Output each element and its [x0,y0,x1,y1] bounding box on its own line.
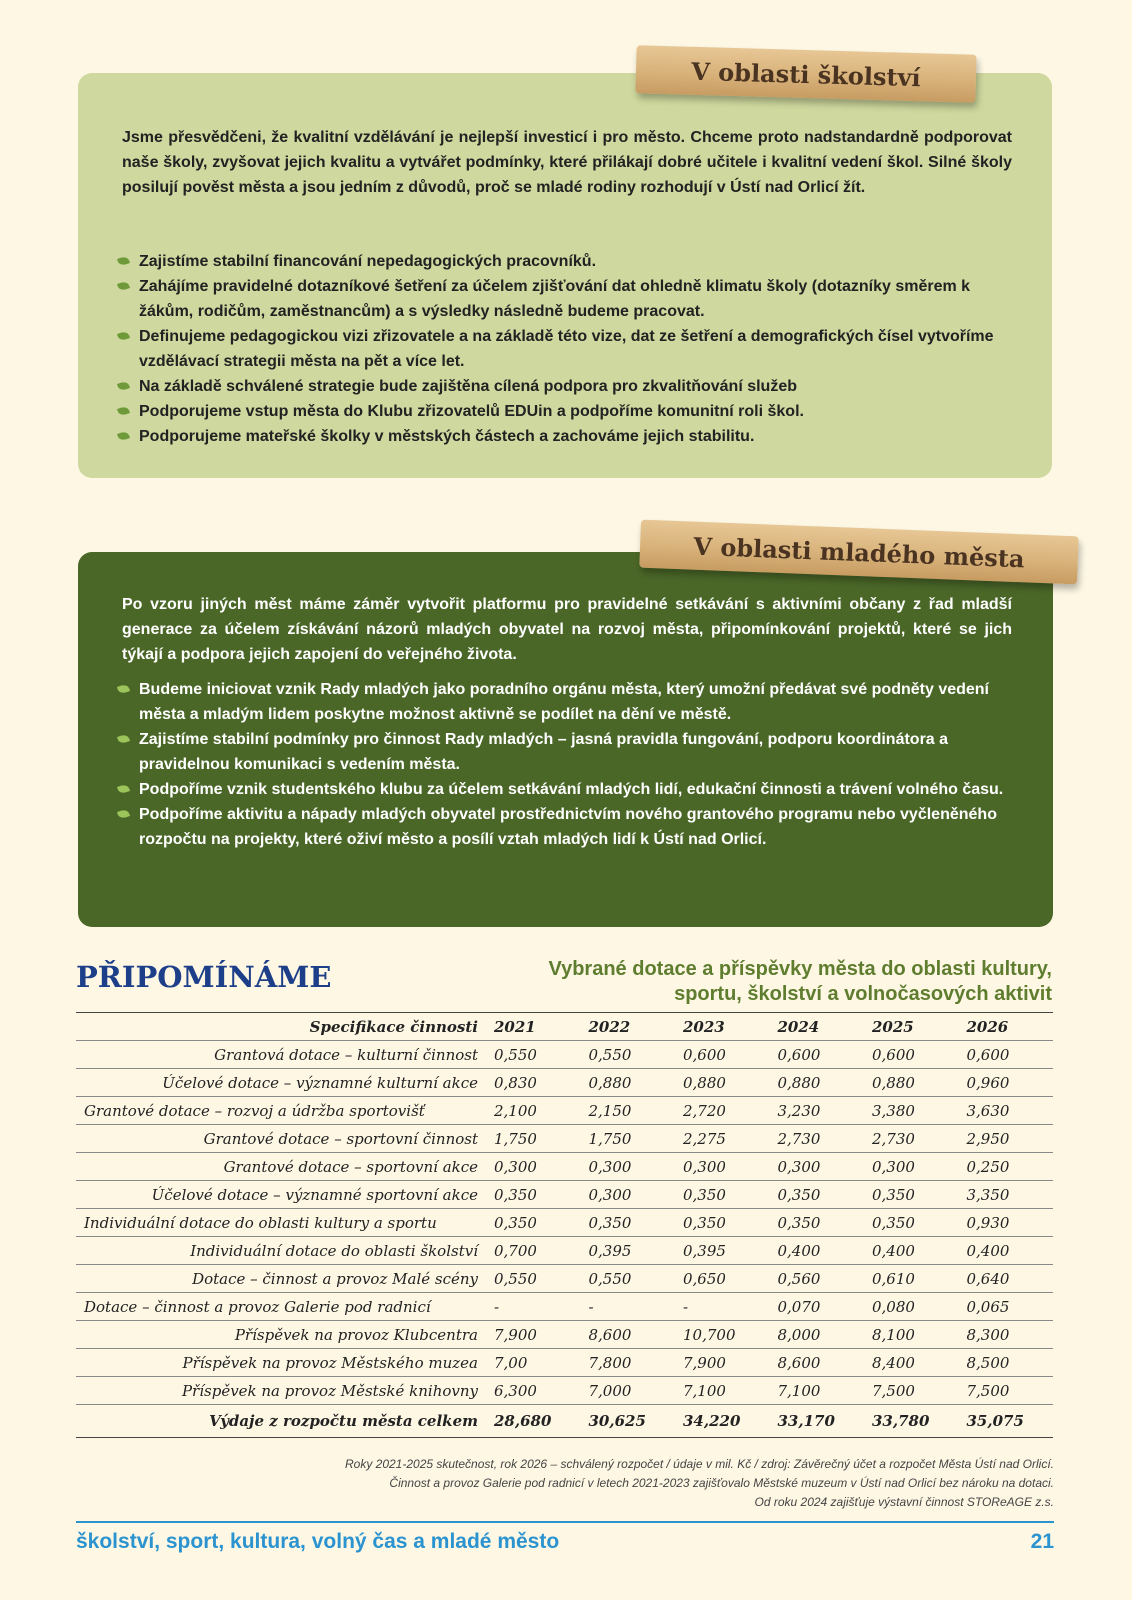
leaf-bullet-icon [117,683,130,694]
young-city-section [78,552,1053,927]
subsidies-table [76,1012,1053,1438]
table-row [76,1265,1053,1293]
table-header-cell: 2024 [770,1013,865,1041]
value-cell: 3,230 [770,1097,865,1125]
value-cell: 2,720 [675,1097,770,1125]
value-cell: 0,350 [770,1209,865,1237]
value-cell: 7,500 [959,1377,1054,1405]
value-cell: 0,395 [675,1237,770,1265]
table-header-cell: 2025 [864,1013,959,1041]
value-cell: 1,750 [486,1125,581,1153]
school-bullet-list [122,249,1022,449]
table-row [76,1237,1053,1265]
young-city-bullet: Podpoříme aktivitu a nápady mladých obyvatel prostřednictvím nového grantového programu nebo vyčleněného rozpočtu na projekty, které oživí město a posílí vztah mladých lidí k Ústí nad Orlicí. [122,802,1022,852]
value-cell: 0,610 [864,1265,959,1293]
value-cell: 33,780 [864,1405,959,1438]
row-label-cell: Grantové dotace – sportovní činnost [76,1125,486,1153]
value-cell: 0,830 [486,1069,581,1097]
page-number: 21 [1030,1530,1054,1553]
value-cell: 7,900 [675,1349,770,1377]
row-label-cell: Výdaje z rozpočtu města celkem [76,1405,486,1438]
row-label-cell: Individuální dotace do oblasti kultury a sportu [76,1209,486,1237]
value-cell: 0,300 [581,1153,676,1181]
table-row [76,1125,1053,1153]
value-cell: 0,880 [581,1069,676,1097]
school-section [78,73,1052,478]
value-cell: 0,560 [770,1265,865,1293]
value-cell: 7,100 [770,1377,865,1405]
table-header-cell: 2023 [675,1013,770,1041]
row-label-cell: Individuální dotace do oblasti školství [76,1237,486,1265]
value-cell: 0,350 [486,1209,581,1237]
value-cell: 0,930 [959,1209,1054,1237]
value-cell: 0,350 [486,1181,581,1209]
table-title: Vybrané dotace a příspěvky města do oblasti kultury, sportu, školství a volnočasových aktivit [548,958,1052,1005]
school-bullet: Podporujeme mateřské školky v městských částech a zachováme jejich stabilitu. [122,424,1022,449]
footer-divider [76,1521,1054,1523]
table-body [76,1041,1053,1438]
value-cell: 28,680 [486,1405,581,1438]
value-cell: 0,880 [675,1069,770,1097]
row-label-cell: Grantové dotace – sportovní akce [76,1153,486,1181]
value-cell: 0,880 [864,1069,959,1097]
note-line: Roky 2021-2025 skutečnost, rok 2026 – schválený rozpočet / údaje v mil. Kč / zdroj: Závěrečný účet a rozpočet Města Ústí nad Orlicí. [344,1457,1054,1471]
table-row [76,1321,1053,1349]
value-cell: 2,150 [581,1097,676,1125]
school-bullet: Podporujeme vstup města do Klubu zřizovatelů EDUin a podpoříme komunitní roli škol. [122,399,1022,424]
value-cell: 0,350 [770,1181,865,1209]
leaf-bullet-icon [117,330,130,341]
value-cell: 0,550 [581,1265,676,1293]
value-cell: 0,400 [770,1237,865,1265]
leaf-bullet-icon [117,380,130,391]
young-city-bullet-list [122,677,1022,852]
value-cell: - [486,1293,581,1321]
value-cell: 34,220 [675,1405,770,1438]
value-cell: 0,300 [675,1153,770,1181]
value-cell: 1,750 [581,1125,676,1153]
row-label-cell: Dotace – činnost a provoz Malé scény [76,1265,486,1293]
value-cell: 0,350 [864,1181,959,1209]
leaf-bullet-icon [117,733,130,744]
value-cell: 0,550 [486,1265,581,1293]
note-line: Od roku 2024 zajišťuje výstavní činnost STOReAGE z.s. [754,1495,1054,1509]
note-line: Činnost a provoz Galerie pod radnicí v letech 2021-2023 zajišťovalo Městské muzeum v Ústí nad Orlicí bez nároku na dotaci. [389,1476,1054,1490]
row-label-cell: Grantové dotace – rozvoj a údržba sportovišť [76,1097,486,1125]
value-cell: 35,075 [959,1405,1054,1438]
table-row [76,1153,1053,1181]
row-label-cell: Účelové dotace – významné kulturní akce [76,1069,486,1097]
value-cell: 3,350 [959,1181,1054,1209]
school-section-title: V oblasti školství [635,45,976,102]
school-bullet: Definujeme pedagogickou vizi zřizovatele a na základě této vize, dat ze šetření a demografických čísel vytvoříme vzdělávací strategii města na pět a více let. [122,324,1022,374]
leaf-bullet-icon [117,430,130,441]
value-cell: 0,080 [864,1293,959,1321]
value-cell: 7,500 [864,1377,959,1405]
value-cell: 0,350 [581,1209,676,1237]
young-city-bullet: Podpoříme vznik studentského klubu za účelem setkávání mladých lidí, edukační činnosti a trávení volného času. [122,777,1022,802]
footer-section-label: školství, sport, kultura, volný čas a mladé město [76,1530,560,1553]
value-cell: 0,300 [581,1181,676,1209]
table-row [76,1293,1053,1321]
value-cell: 0,300 [486,1153,581,1181]
value-cell: 0,350 [675,1181,770,1209]
value-cell: 0,640 [959,1265,1054,1293]
value-cell: 8,400 [864,1349,959,1377]
value-cell: 33,170 [770,1405,865,1438]
value-cell: 0,300 [770,1153,865,1181]
value-cell: 2,950 [959,1125,1054,1153]
value-cell: 3,380 [864,1097,959,1125]
value-cell: 0,065 [959,1293,1054,1321]
table-row [76,1041,1053,1069]
leaf-bullet-icon [117,255,130,266]
value-cell: 0,600 [675,1041,770,1069]
table-header-cell: 2021 [486,1013,581,1041]
value-cell: 2,730 [864,1125,959,1153]
value-cell: 6,300 [486,1377,581,1405]
value-cell: 8,300 [959,1321,1054,1349]
school-bullet: Zahájíme pravidelné dotazníkové šetření za účelem zjišťování dat ohledně klimatu školy (dotazníky směrem k žákům, rodičům, zaměstnancům) a s výsledky následně budeme pracovat. [122,274,1022,324]
value-cell: 2,100 [486,1097,581,1125]
value-cell: 10,700 [675,1321,770,1349]
leaf-bullet-icon [117,280,130,291]
value-cell: 0,960 [959,1069,1054,1097]
row-label-cell: Dotace – činnost a provoz Galerie pod radnicí [76,1293,486,1321]
young-city-bullet: Zajistíme stabilní podmínky pro činnost Rady mladých – jasná pravidla fungování, podporu koordinátora a pravidelnou komunikaci s vedením města. [122,727,1022,777]
value-cell: 0,400 [864,1237,959,1265]
value-cell: 0,350 [675,1209,770,1237]
value-cell: 2,730 [770,1125,865,1153]
leaf-bullet-icon [117,783,130,794]
table-row [76,1349,1053,1377]
value-cell: 0,600 [770,1041,865,1069]
young-city-intro: Po vzoru jiných měst máme záměr vytvořit platformu pro pravidelné setkávání s aktivními občany z řad mladší generace za účelem získávání názorů mladých obyvatel na rozvoj města, připomínkování projektů, které se jich týkají a podpora jejich zapojení do veřejného života. [122,596,1012,663]
value-cell: 7,100 [675,1377,770,1405]
value-cell: 8,600 [770,1349,865,1377]
value-cell: 0,880 [770,1069,865,1097]
value-cell: 7,800 [581,1349,676,1377]
table-row [76,1181,1053,1209]
value-cell: 0,600 [864,1041,959,1069]
leaf-bullet-icon [117,405,130,416]
table-header-row [76,1013,1053,1041]
value-cell: 8,100 [864,1321,959,1349]
young-city-bullet: Budeme iniciovat vznik Rady mladých jako poradního orgánu města, který umožní předávat své podněty vedení města a mladým lidem poskytne možnost aktivně se podílet na dění ve městě. [122,677,1022,727]
value-cell: 0,300 [864,1153,959,1181]
value-cell: 3,630 [959,1097,1054,1125]
school-bullet: Na základě schválené strategie bude zajištěna cílená podpora pro zkvalitňování služeb [122,374,1022,399]
value-cell: 0,550 [486,1041,581,1069]
value-cell: 0,395 [581,1237,676,1265]
row-label-cell: Příspěvek na provoz Městského muzea [76,1349,486,1377]
value-cell: - [581,1293,676,1321]
value-cell: 0,650 [675,1265,770,1293]
table-notes [345,1455,1054,1512]
value-cell: 0,600 [959,1041,1054,1069]
value-cell: 0,070 [770,1293,865,1321]
table-header-cell: Specifikace činnosti [76,1013,486,1041]
value-cell: 2,275 [675,1125,770,1153]
school-bullet: Zajistíme stabilní financování nepedagogických pracovníků. [122,249,1022,274]
table-row [76,1097,1053,1125]
school-intro: Jsme přesvědčeni, že kvalitní vzdělávání je nejlepší investicí i pro město. Chceme proto nadstandardně podporovat naše školy, zvyšovat jejich kvalitu a vytvářet podmínky, které přilákají dobré učitele i kvalitní vedení škol. Silné školy posilují pověst města a jsou jedním z důvodů, proč se mladé rodiny rozhodují v Ústí nad Orlicí žít. [122,129,1012,196]
value-cell: 7,900 [486,1321,581,1349]
value-cell: 0,550 [581,1041,676,1069]
table-header-cell: 2022 [581,1013,676,1041]
value-cell: 7,00 [486,1349,581,1377]
value-cell: 0,400 [959,1237,1054,1265]
young-city-section-title: V oblasti mladého města [639,520,1079,585]
value-cell: 0,700 [486,1237,581,1265]
value-cell: 0,250 [959,1153,1054,1181]
table-header-cell: 2026 [959,1013,1054,1041]
value-cell: 8,500 [959,1349,1054,1377]
row-label-cell: Příspěvek na provoz Klubcentra [76,1321,486,1349]
table-row [76,1069,1053,1097]
value-cell: 7,000 [581,1377,676,1405]
table-row [76,1209,1053,1237]
value-cell: 0,350 [864,1209,959,1237]
row-label-cell: Účelové dotace – významné sportovní akce [76,1181,486,1209]
value-cell: - [675,1293,770,1321]
value-cell: 8,000 [770,1321,865,1349]
row-label-cell: Grantová dotace – kulturní činnost [76,1041,486,1069]
reminder-heading: PŘIPOMÍNÁME [76,960,332,994]
value-cell: 8,600 [581,1321,676,1349]
table-row [76,1377,1053,1405]
row-label-cell: Příspěvek na provoz Městské knihovny [76,1377,486,1405]
leaf-bullet-icon [117,808,130,819]
table-total-row [76,1405,1053,1438]
value-cell: 30,625 [581,1405,676,1438]
